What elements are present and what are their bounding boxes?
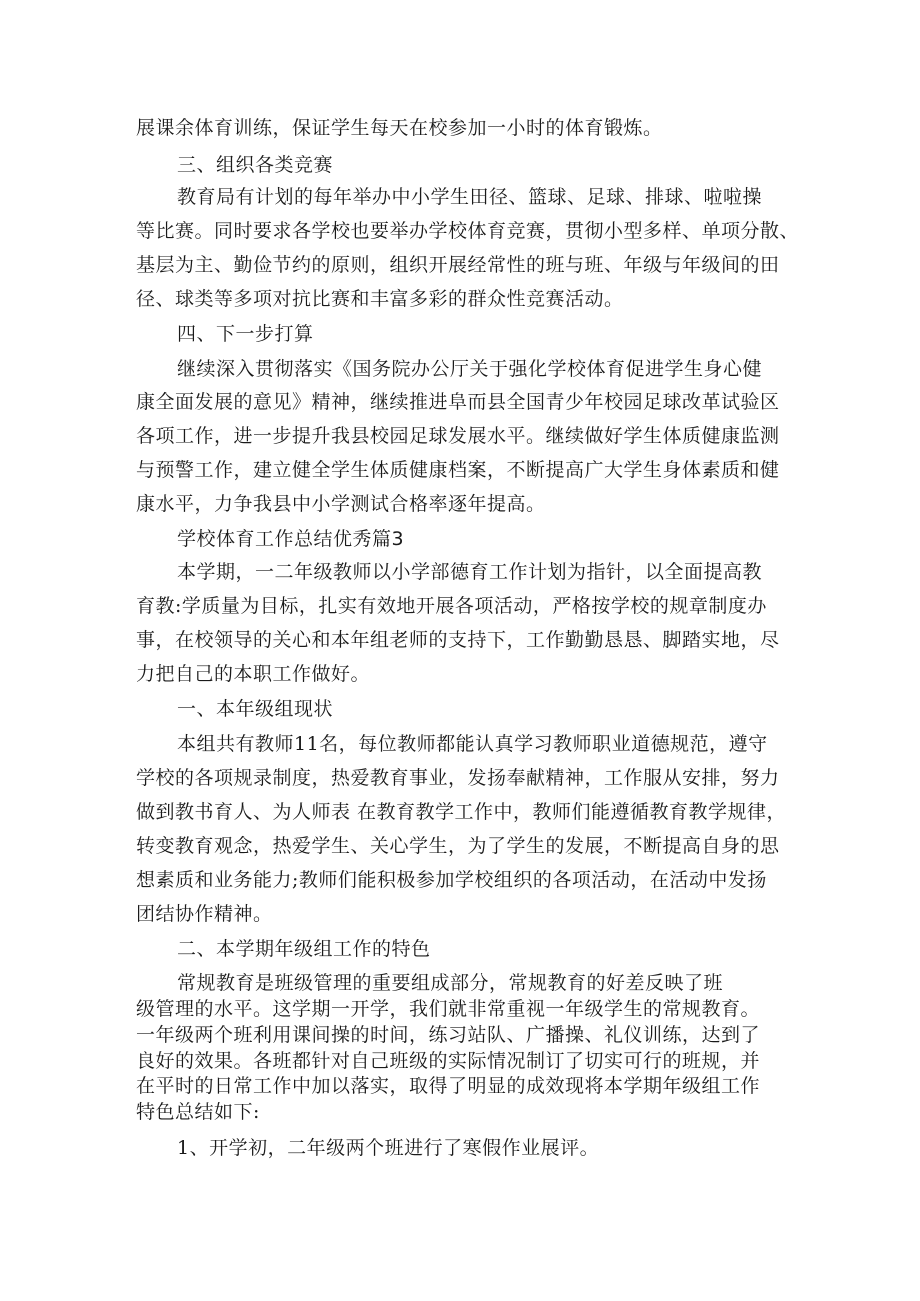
paragraph-line: 育教:学质量为目标，扎实有效地开展各项活动，严格按学校的规章制度办 [136, 595, 767, 617]
paragraph-line: 力把自己的本职工作做好。 [136, 663, 371, 685]
paragraph-line: 良好的效果。各班都针对自己班级的实际情况制订了切实可行的班规，并 [136, 1050, 761, 1072]
article-title: 学校体育工作总结优秀篇3 [177, 528, 405, 550]
paragraph-line: 团结协作精神。 [136, 903, 273, 925]
paragraph-line: 继续深入贯彻落实《国务院办公厅关于强化学校体育促进学生身心健 [177, 358, 763, 380]
section-heading: 三、组织各类竞赛 [177, 154, 334, 176]
paragraph-line: 等比赛。同时要求各学校也要举办学校体育竞赛，贯彻小型多样、单项分散、 [136, 220, 800, 242]
paragraph-line: 特色总结如下: [136, 1101, 260, 1123]
paragraph-line: 级管理的水平。这学期一开学，我们就非常重视一年级学生的常规教育。 [136, 998, 761, 1020]
section-heading: 四、下一步打算 [177, 323, 314, 345]
paragraph-line: 在平时的日常工作中加以落实，取得了明显的成效现将本学期年级组工作 [136, 1075, 761, 1097]
paragraph-line: 本组共有教师11名，每位教师都能认真学习教师职业道德规范，遵守 [177, 733, 768, 755]
paragraph-line: 康水平，力争我县中小学测试合格率逐年提高。 [136, 493, 546, 515]
paragraph-line: 教育局有计划的每年举办中小学生田径、篮球、足球、排球、啦啦操 [177, 186, 763, 208]
section-heading: 二、本学期年级组工作的特色 [177, 938, 431, 960]
paragraph-line: 常规教育是班级管理的重要组成部分，常规教育的好差反映了班 [177, 972, 724, 994]
paragraph-line: 转变教育观念，热爱学生、关心学生，为了学生的发展，不断提高自身的思 [136, 835, 780, 857]
paragraph-line: 径、球类等多项对抗比赛和丰富多彩的群众性竞赛活动。 [136, 288, 624, 310]
paragraph-line: 学校的各项规录制度，热爱教育事业，发扬奉献精神，工作服从安排，努力 [136, 767, 780, 789]
paragraph-line: 各项工作，进一步提升我县校园足球发展水平。继续做好学生体质健康监测 [136, 425, 780, 447]
paragraph-line: 康全面发展的意见》精神，继续推进阜而县全国青少年校园足球改革试验区 [136, 391, 780, 413]
paragraph-line: 想素质和业务能力;教师们能积极参加学校组织的各项活动，在活动中发扬 [136, 869, 767, 891]
paragraph-line: 做到教书育人、为人师表 在教育教学工作中，教师们能遵循教育教学规律， [136, 801, 787, 823]
paragraph-line: 一年级两个班利用课间操的时间，练习站队、广播操、礼仪训练，达到了 [136, 1024, 761, 1046]
paragraph-line: 基层为主、勤俭节约的原则，组织开展经常性的班与班、年级与年级间的田 [136, 254, 780, 276]
paragraph-line: 与预警工作，建立健全学生体质健康档案，不断提高广大学生身体素质和健 [136, 459, 780, 481]
list-item: 1、开学初，二年级两个班进行了寒假作业展评。 [177, 1137, 600, 1159]
paragraph-line: 事，在校领导的关心和本年组老师的支持下，工作勤勤恳恳、脚踏实地，尽 [136, 629, 780, 651]
paragraph-line: 展课余体育训练，保证学生每天在校参加一小时的体育锻炼。 [136, 117, 663, 139]
section-heading: 一、本年级组现状 [177, 698, 334, 720]
paragraph-line: 本学期，一二年级教师以小学部德育工作计划为指针，以全面提高教 [177, 561, 763, 583]
